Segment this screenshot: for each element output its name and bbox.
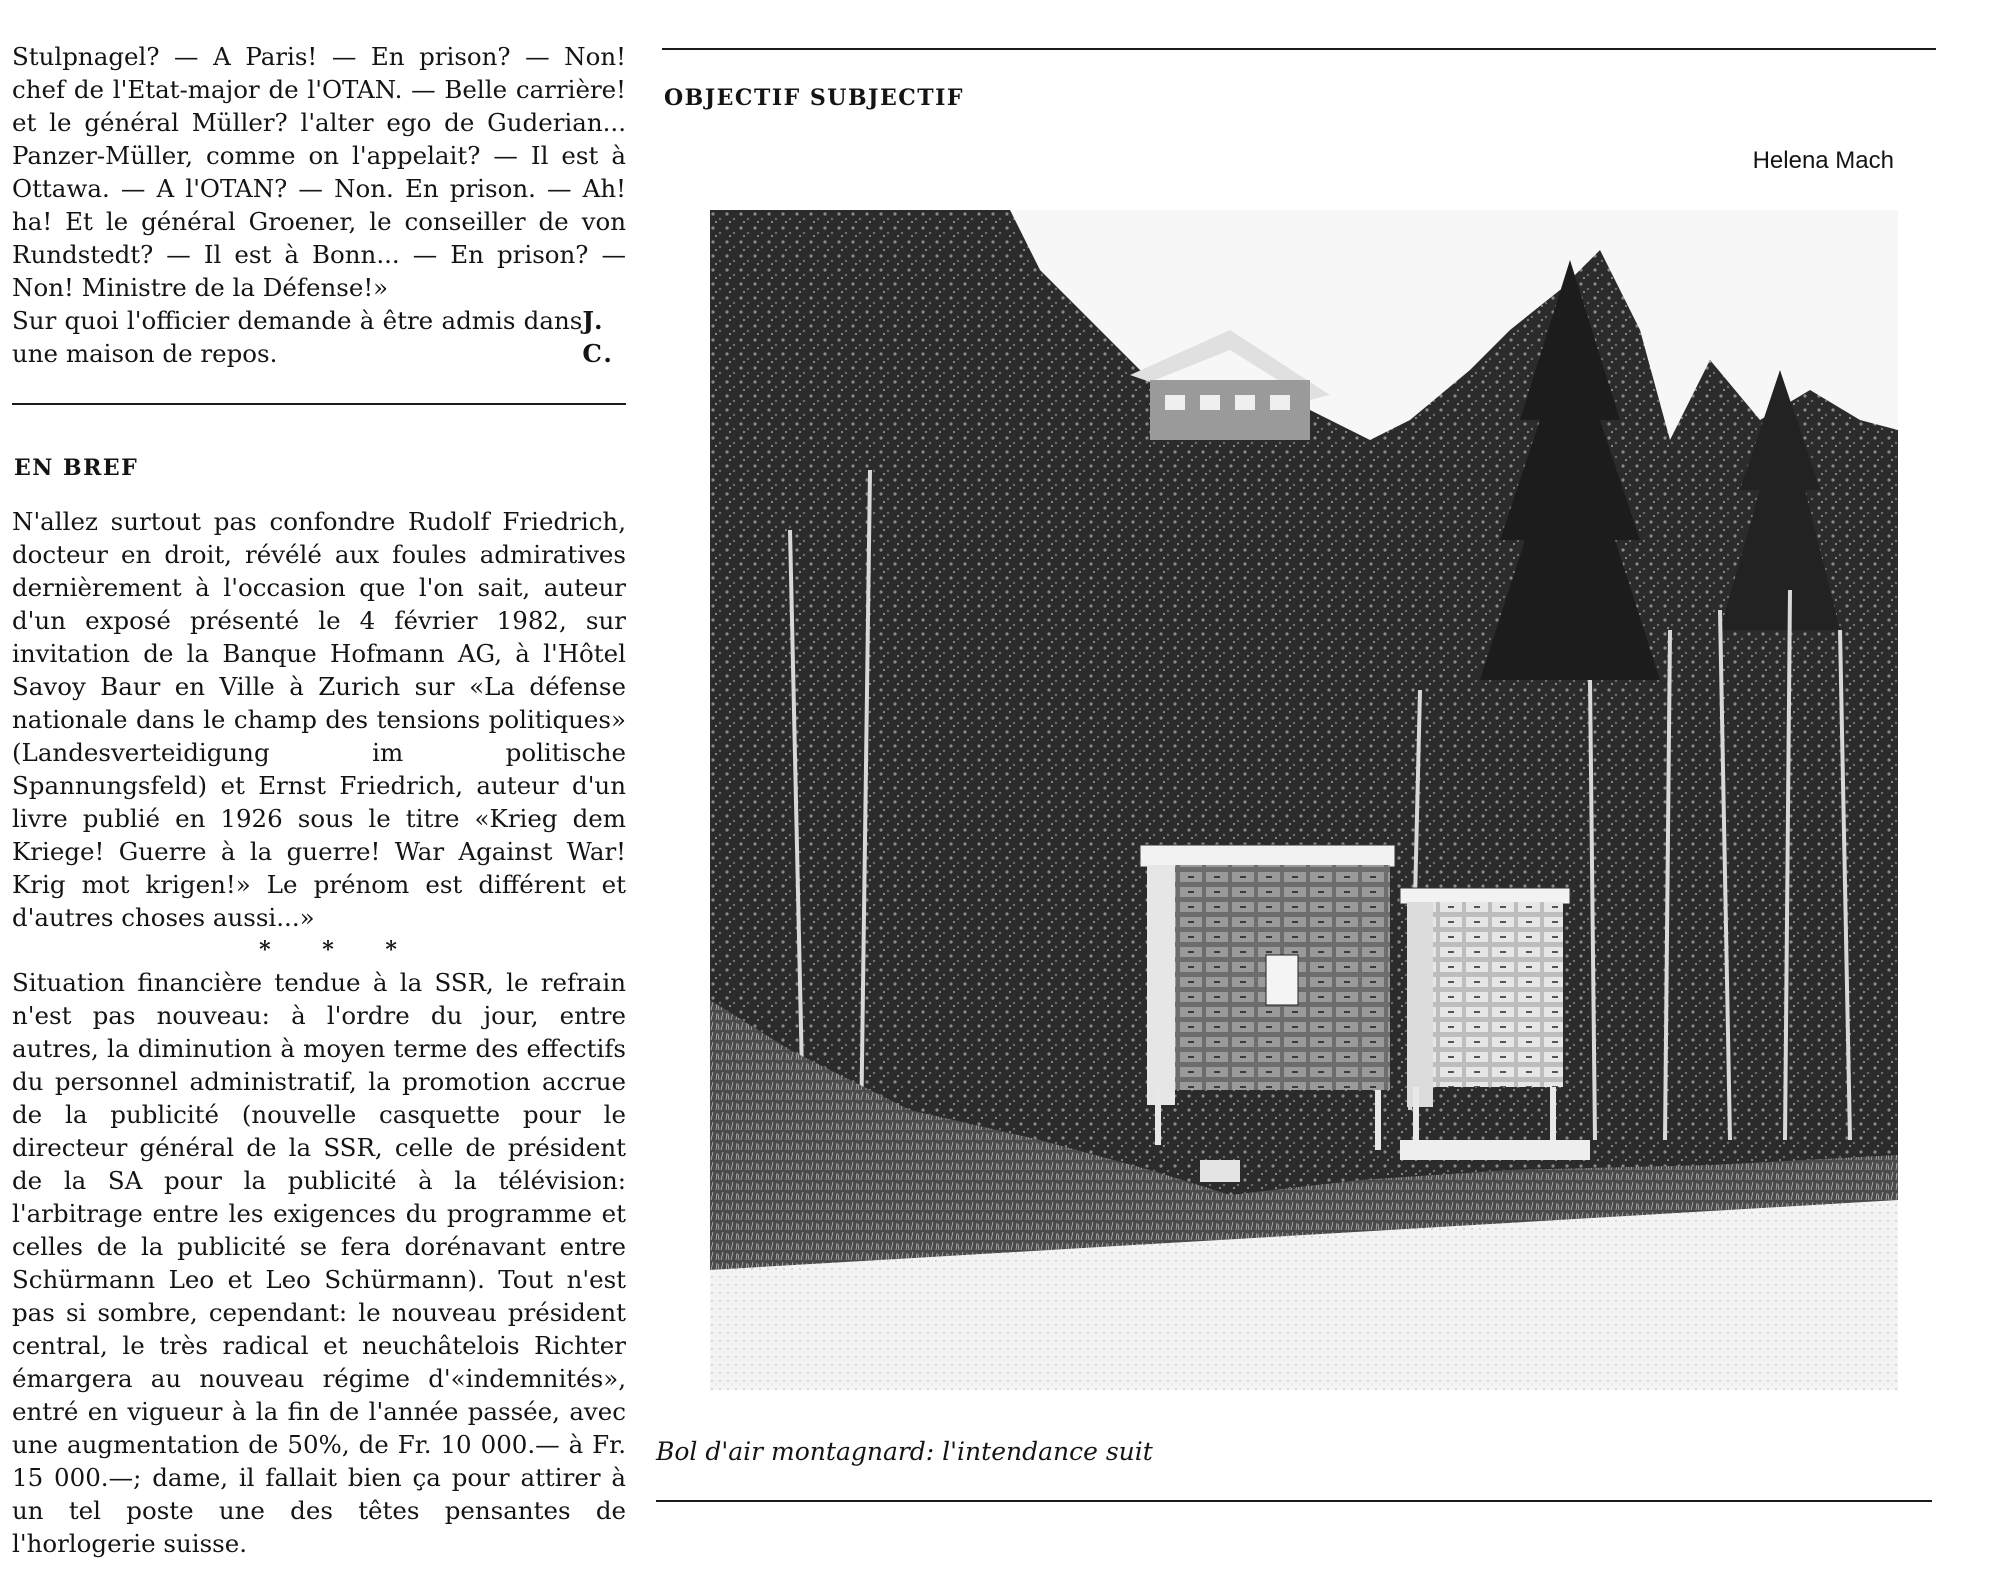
objectif-subjectif-heading: OBJECTIF SUBJECTIF — [664, 85, 965, 111]
article-closing-text: Sur quoi l'officier demande à être admis dans une maison de repos. — [12, 306, 583, 368]
bottom-rule — [656, 1500, 1932, 1502]
en-bref-body — [12, 505, 626, 1560]
author-signature: J. C. — [582, 306, 614, 368]
photograph-mailboxes-in-forest — [710, 210, 1898, 1390]
top-rule — [662, 48, 1936, 50]
article-ending — [12, 40, 626, 370]
en-bref-paragraph-2: Situation financière tendue à la SSR, le refrain n'est pas nouveau: à l'ordre du jour, entre autres, la diminution à moyen terme des effectifs du personnel administratif, la promotion accrue de la publicité (nouvelle casquette pour le directeur général de la SSR, celle de président de la SA pour la publicité à la télévision: l'arbitrage entre les exigences du programme et celles de la publicité se fera dorénavant entre Schürmann Leo et Leo Schürmann). Tout n'est pas si sombre, cependant: le nouveau président central, le très radical et neuchâtelois Richter émargera au nouveau régime d'«indemnités», entré en vigueur à la fin de l'année passée, avec une augmentation de 50%, de Fr. 10 000.— à Fr. 15 000.—; dame, il fallait bien ça pour attirer à un tel poste une des têtes pensantes de l'horlogerie suisse. — [12, 968, 626, 1558]
article-closing-line — [12, 304, 626, 370]
article-ending-text: Stulpnagel? — A Paris! — En prison? — Non! chef de l'Etat-major de l'OTAN. — Belle carrière! et le général Müller? l'alter ego de Guderian... Panzer-Müller, comme on l'appelait? — Il est à Ottawa. — A l'OTAN? — Non. En prison. — Ah! ha! Et le général Groener, le conseiller de von Rundstedt? — Il est à Bonn... — En prison? — Non! Ministre de la Défense!» — [12, 42, 626, 302]
asterisk-separator: * * * — [259, 937, 419, 963]
en-bref-paragraph-1: N'allez surtout pas confondre Rudolf Friedrich, docteur en droit, révélé aux foules admiratives dernièrement à l'occasion que l'on sait, auteur d'un exposé présenté le 4 février 1982, sur invitation de la Banque Hofmann AG, à l'Hôtel Savoy Baur en Ville à Zurich sur «La défense nationale dans le champ des tensions politiques» (Landesverteidigung im politische Spannungsfeld) et Ernst Friedrich, auteur d'un livre publié en 1926 sous le titre «Krieg dem Kriege! Guerre à la guerre! War Against War! Krig mot krigen!» Le prénom est différent et d'autres choses aussi...» — [12, 507, 626, 932]
photo-caption: Bol d'air montagnard: l'intendance suit — [656, 1437, 1153, 1466]
concrete-block — [1200, 1160, 1240, 1182]
en-bref-heading: EN BREF — [14, 455, 139, 481]
section-divider — [12, 403, 626, 405]
photo-credit: Helena Mach — [1752, 147, 1894, 174]
